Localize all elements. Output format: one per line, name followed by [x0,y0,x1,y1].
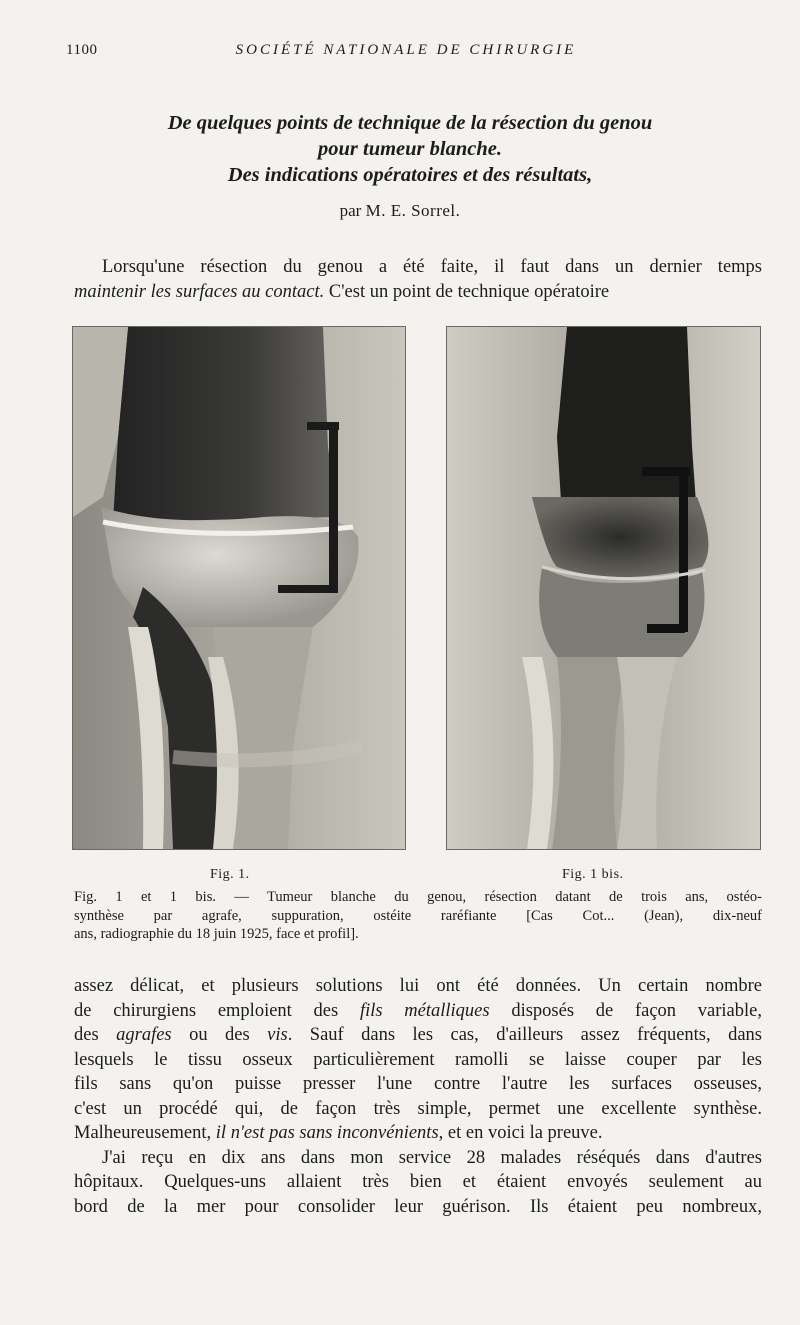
italic-phrase: il n'est pas sans inconvénients [215,1123,439,1143]
intro-paragraph [74,255,762,304]
page-number: 1100 [66,42,98,58]
text-run: , et en voici la preuve. [438,1123,603,1143]
title-line-1: De quelques points de technique de la résection du genou [167,112,653,134]
caption-line: synthèse par agrafe, suppuration, ostéite raréfiante [Cas Cot... (Jean), dix-neuf [74,907,762,924]
article-title [60,110,760,188]
figure-label-left: Fig. 1. [210,867,250,882]
text-run: . Sauf dans les cas, d'ailleurs assez fréquents, dans [287,1025,762,1045]
text-run: ou des [171,1025,268,1045]
byline [0,201,800,221]
running-header [66,42,746,64]
text-line: c'est un procédé qui, de façon très simple, permet une excellente synthèse. [74,1098,762,1119]
text-line [74,999,762,1024]
text-run: C'est un point de technique opératoire [324,281,610,302]
radiograph-profile-image [446,326,761,850]
italic-phrase: agrafes [116,1025,172,1045]
title-line-2: pour tumeur blanche. [318,138,502,160]
text-line: fils sans qu'on puisse presser l'une contre l'autre les surfaces osseuses, [74,1074,762,1094]
text-run: disposés de façon variable, [489,1000,762,1021]
byline-prefix: par [339,201,362,220]
text-line: assez délicat, et plusieurs solutions lui ont été données. Un certain nombre [74,976,762,996]
radiograph-face-image [72,326,406,850]
caption-line: Fig. 1 et 1 bis. — Tumeur blanche du genou, résection datant de trois ans, ostéo- [74,889,762,905]
body-paragraph [74,974,762,1219]
author-name: M. E. Sorrel. [365,201,461,220]
journal-title: SOCIÉTÉ NATIONALE DE CHIRURGIE [235,42,577,58]
text-line: Lorsqu'une résection du genou a été faite, il faut dans un dernier temps [102,257,762,277]
text-line [74,1023,762,1048]
caption-line: ans, radiographie du 18 juin 1925, face et profil]. [74,926,359,942]
text-line: lesquels le tissu osseux particulièrement ramolli se laisse couper par les [74,1049,762,1070]
italic-phrase: maintenir les surfaces au contact. [74,281,325,302]
italic-phrase: fils métalliques [359,1000,490,1021]
title-line-3: Des indications opératoires et des résultats, [227,164,593,186]
text-line: J'ai reçu en dix ans dans mon service 28 malades réséqués dans d'autres [102,1147,762,1168]
text-line: bord de la mer pour consolider leur guérison. Ils étaient peu nombreux, [74,1196,762,1217]
text-line [74,1121,762,1146]
text-line [74,280,762,305]
text-run: Malheureusement, [74,1123,216,1143]
text-run: des [74,1025,117,1045]
text-run: de chirurgiens emploient des [74,1000,360,1021]
text-line: hôpitaux. Quelques-uns allaient très bien et étaient envoyés seulement au [74,1172,762,1192]
figure-caption [74,888,762,944]
figure-label-right: Fig. 1 bis. [562,867,624,882]
italic-phrase: vis [267,1025,288,1045]
